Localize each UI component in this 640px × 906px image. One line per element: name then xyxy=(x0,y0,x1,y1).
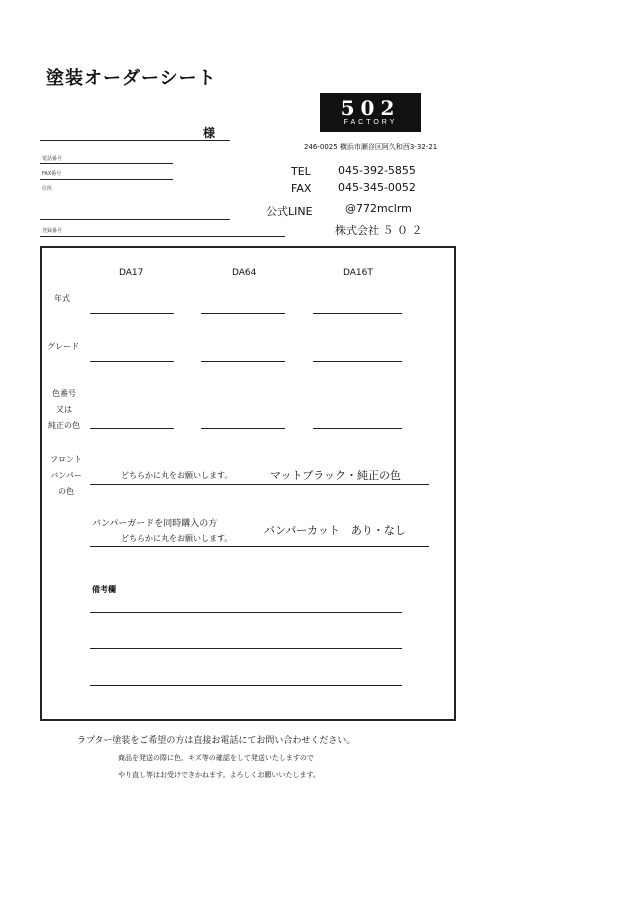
footer-note-1: ラプター塗装をご希望の方は直接お電話にてお問い合わせください。 xyxy=(77,736,356,746)
color-field-da17[interactable] xyxy=(90,428,174,429)
phone-field[interactable] xyxy=(40,163,173,164)
row-label-year: 年式 xyxy=(54,294,70,303)
grade-field-da16t[interactable] xyxy=(313,361,402,362)
company-name: 株式会社 ５ ０ ２ xyxy=(335,224,423,237)
guard-prompt: どちらかに丸をお願いします。 xyxy=(121,534,233,543)
fax-label-company: FAX xyxy=(291,182,312,195)
color-field-da64[interactable] xyxy=(201,428,285,429)
guard-options[interactable]: バンパーカット あり・なし xyxy=(264,524,406,537)
year-field-da64[interactable] xyxy=(201,313,285,314)
logo-number: 502 xyxy=(340,96,401,120)
column-da64: DA64 xyxy=(232,268,257,278)
row-label-color-line2: 又は xyxy=(56,405,72,414)
tel-value: 045-392-5855 xyxy=(338,164,416,177)
remarks-label: 備考欄 xyxy=(92,585,116,594)
footer-note-2: 商品を発送の際に色、キズ等の確認をして発送いたしますので xyxy=(118,754,314,762)
registration-label: 登録番号 xyxy=(42,228,63,234)
row-label-bumper xyxy=(44,452,88,500)
company-address: 246-0025 横浜市瀬谷区阿久和西3-32-21 xyxy=(304,143,438,151)
fax-label: FAX番号 xyxy=(42,171,62,177)
guard-line xyxy=(90,546,429,547)
remarks-line-3[interactable] xyxy=(90,685,402,686)
logo-text: FACTORY xyxy=(343,119,398,126)
phone-label: 電話番号 xyxy=(42,156,63,162)
honorific: 様 xyxy=(203,126,216,140)
column-da17: DA17 xyxy=(119,268,144,278)
row-label-color-line3: 純正の色 xyxy=(48,421,80,430)
guard-question: バンパーガードを同時購入の方 xyxy=(92,519,218,529)
row-label-bumper-line1: フロント xyxy=(50,455,82,464)
line-label: 公式LINE xyxy=(266,205,313,218)
column-da16t: DA16T xyxy=(343,268,373,278)
row-label-grade: グレード xyxy=(47,342,79,351)
year-field-da17[interactable] xyxy=(90,313,174,314)
bumper-line xyxy=(90,484,429,485)
row-label-color-line1: 色番号 xyxy=(52,389,76,398)
row-label-color xyxy=(44,386,84,434)
footer-note-3: やり直し等はお受けできかねます。よろしくお願いいたします。 xyxy=(118,771,320,779)
remarks-line-1[interactable] xyxy=(90,612,402,613)
grade-field-da64[interactable] xyxy=(201,361,285,362)
company-logo xyxy=(320,93,421,132)
address-label: 住所 xyxy=(42,186,53,192)
grade-field-da17[interactable] xyxy=(90,361,174,362)
row-label-bumper-line3: の色 xyxy=(58,487,74,496)
fax-field[interactable] xyxy=(40,179,173,180)
bumper-options[interactable]: マットブラック・純正の色 xyxy=(270,469,402,482)
address-field[interactable] xyxy=(40,219,230,220)
color-field-da16t[interactable] xyxy=(313,428,402,429)
remarks-line-2[interactable] xyxy=(90,648,402,649)
fax-value: 045-345-0052 xyxy=(338,181,416,194)
bumper-prompt: どちらかに丸をお願いします。 xyxy=(121,471,233,480)
row-label-bumper-line2: バンパー xyxy=(50,471,82,480)
year-field-da16t[interactable] xyxy=(313,313,402,314)
name-line xyxy=(40,140,230,141)
registration-field[interactable] xyxy=(40,236,285,237)
tel-label: TEL xyxy=(291,165,311,178)
line-id: @772mclrm xyxy=(345,202,412,215)
page-title: 塗装オーダーシート xyxy=(46,68,217,89)
